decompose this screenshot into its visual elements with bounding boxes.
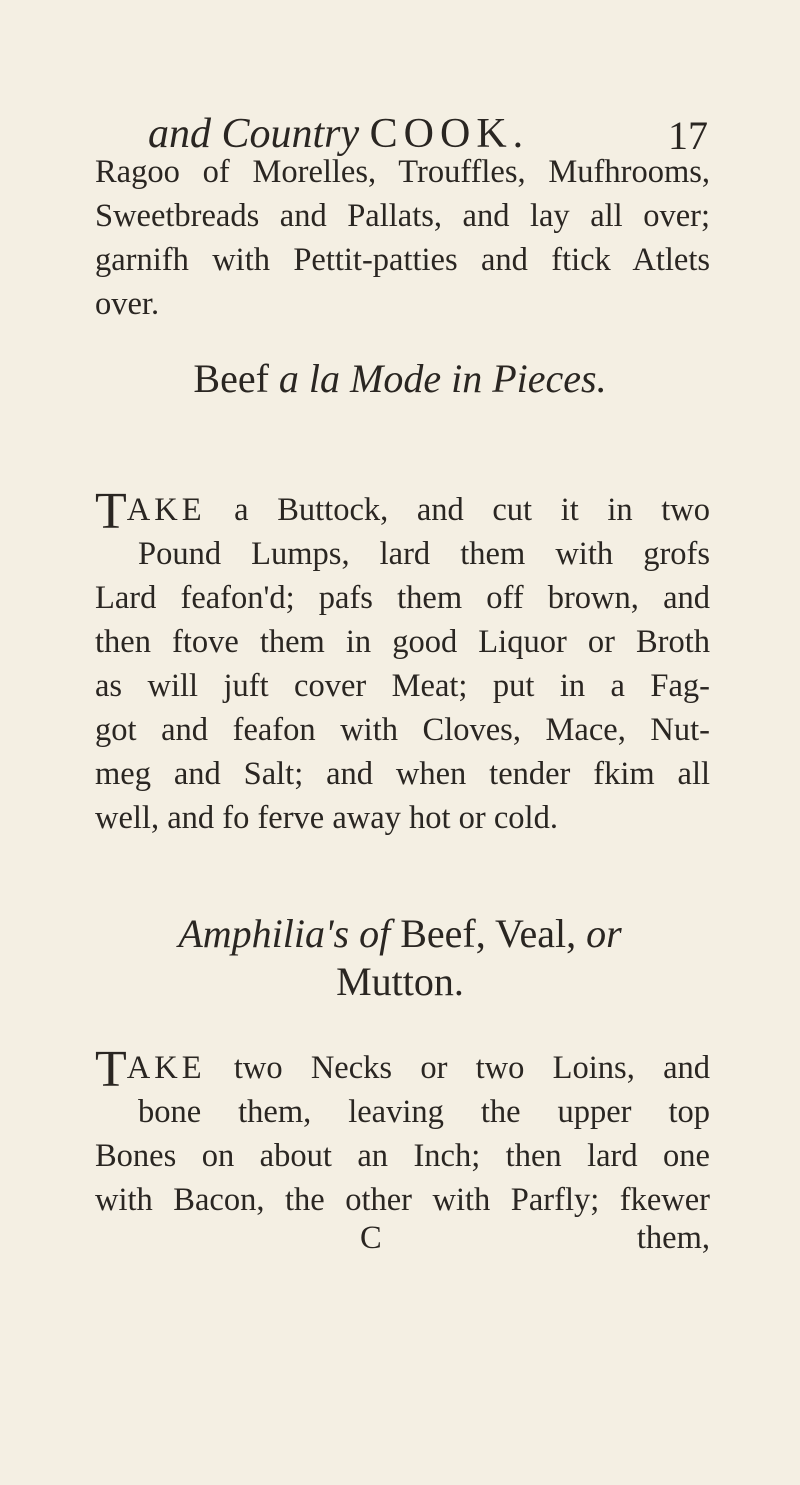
heading-roman: Beef bbox=[193, 356, 269, 401]
text-line: got and feafon with Cloves, Mace, Nut- bbox=[95, 712, 710, 748]
text-line: meg and Salt; and when tender fkim all bbox=[95, 756, 710, 792]
heading-italic: a la Mode in Pieces. bbox=[278, 356, 607, 401]
text-line-first bbox=[95, 1041, 711, 1098]
recipe-heading bbox=[0, 355, 800, 402]
running-title-italic: and Country bbox=[148, 111, 360, 157]
heading-italic: or bbox=[586, 911, 622, 956]
text-line: Pound Lumps, lard them with grofs bbox=[138, 536, 710, 572]
text-line: as will juft cover Meat; put in a Fag- bbox=[95, 668, 710, 704]
first-word: AKE bbox=[126, 492, 206, 528]
text-line-first bbox=[95, 483, 710, 540]
catchword: them, bbox=[636, 1220, 710, 1256]
text-line: then ftove them in good Liquor or Broth bbox=[95, 624, 710, 660]
text-line: Sweetbreads and Pallats, and lay all over; bbox=[95, 198, 710, 234]
text-line: with Bacon, the other with Parfly; fkewer bbox=[95, 1182, 710, 1218]
drop-cap: T bbox=[95, 483, 127, 540]
running-title-caps: COOK. bbox=[369, 111, 530, 157]
heading-italic: Amphilia's of bbox=[178, 911, 391, 956]
text-line: well, and fo ferve away hot or cold. bbox=[95, 800, 558, 836]
heading-roman: Beef, Veal, bbox=[400, 911, 577, 956]
first-word: AKE bbox=[126, 1050, 206, 1086]
text-line: over. bbox=[95, 286, 160, 322]
signature-mark: C bbox=[360, 1220, 382, 1256]
text-line: Ragoo of Morelles, Trouffles, Mufhrooms, bbox=[95, 154, 710, 190]
drop-cap: T bbox=[95, 1041, 127, 1098]
first-line-rest: a Buttock, and cut it in two bbox=[234, 492, 710, 528]
text-line: Lard feafon'd; pafs them off brown, and bbox=[95, 580, 710, 616]
text-line: garnifh with Pettit-patties and ftick Atlets bbox=[95, 242, 710, 278]
page-number: 17 bbox=[668, 113, 708, 158]
first-line-rest: two Necks or two Loins, and bbox=[233, 1050, 711, 1086]
text-line: bone them, leaving the upper top bbox=[138, 1094, 710, 1130]
recipe-heading bbox=[0, 910, 800, 957]
recipe-heading-line-2: Mutton. bbox=[336, 959, 464, 1004]
text-line: Bones on about an Inch; then lard one bbox=[95, 1138, 710, 1174]
